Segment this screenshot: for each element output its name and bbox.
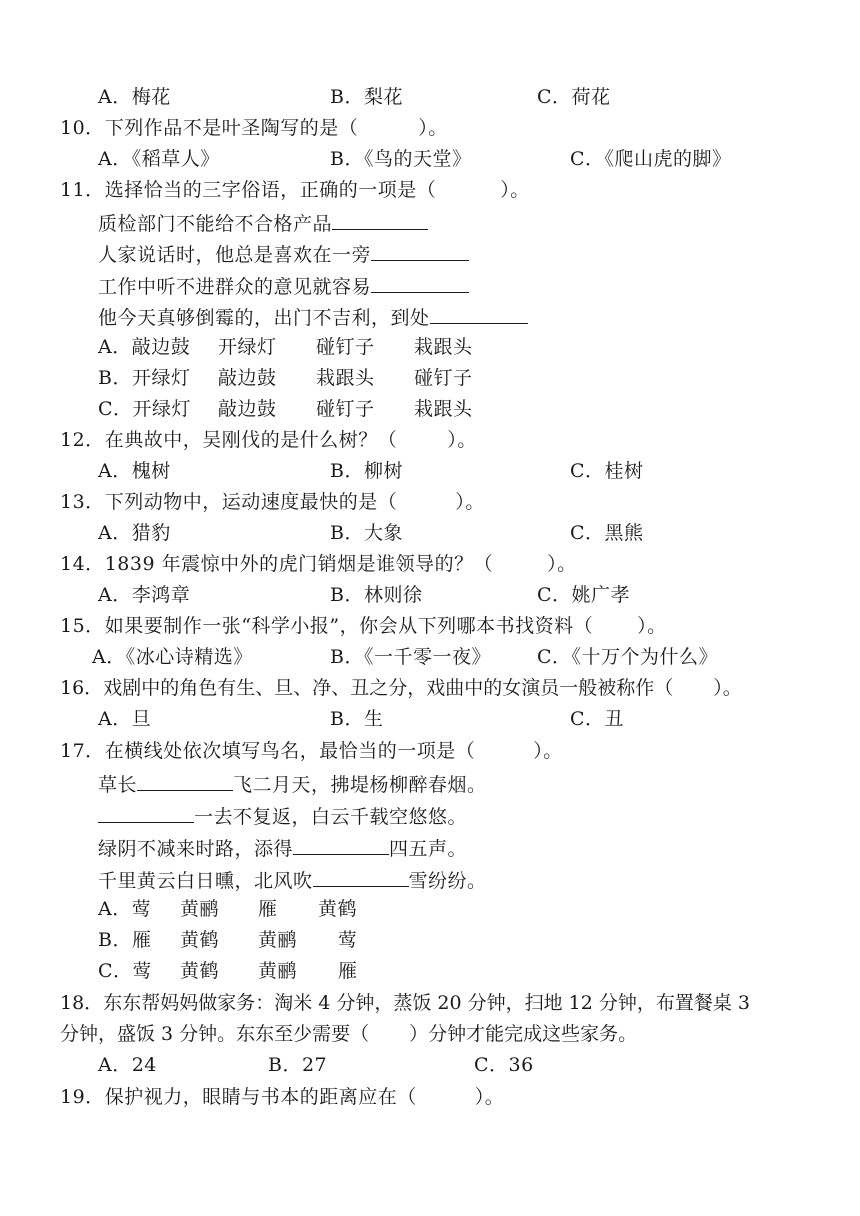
question-text-end: ）。 [547,553,577,575]
option-word: 黄鹤 [318,898,358,920]
option-word: 栽跟头 [414,336,473,358]
answer-blank [371,238,469,261]
q18-options [0,1050,860,1080]
option-label: B．开绿灯 [98,367,191,389]
q15-options [0,642,860,672]
option-c: C．荷花 [537,86,611,108]
question-text: 保护视力，眼睛与书本的距离应在（ [104,1086,417,1108]
option-a: A．李鸿章 [98,584,191,606]
question-number: 17． [60,740,105,762]
option-word: 黄鹂 [180,898,220,920]
question-number: 18． [60,992,104,1014]
option-b: B．《一千零一夜》 [330,646,491,668]
answer-blank [430,301,528,324]
question-text-end: ）。 [447,429,477,451]
q11-option-c [0,394,860,424]
question-19 [60,1082,504,1112]
option-word: 碰钉子 [316,336,375,358]
q17-option-a [0,894,860,924]
question-text: 戏剧中的角色有生、旦、净、丑之分，戏曲中的女演员一般被称作（ [103,677,674,699]
q10-options [0,144,860,174]
sentence-text: 人家说话时，他总是喜欢在一旁 [98,244,372,266]
option-word: 黄鹤 [180,929,220,951]
option-c: C．黑熊 [570,522,644,544]
answer-blank [313,864,409,887]
question-number: 15． [60,615,105,637]
option-label: A．莺 [98,898,152,920]
option-label: A．敲边鼓 [98,336,191,358]
question-text-end: ）。 [455,491,485,513]
option-c: C．姚广孝 [537,584,631,606]
question-text: 在横线处依次填写鸟名，最恰当的一项是（ [104,740,476,762]
question-16 [60,673,742,703]
q12-options [0,456,860,486]
option-word: 黄鹂 [258,929,298,951]
poem-text: 雪纷纷。 [408,870,487,892]
question-text: 1839 年震惊中外的虎门销烟是谁领导的？（ [104,553,494,575]
poem-text: 四五声。 [389,838,468,860]
option-a: A．猎豹 [98,522,171,544]
option-a: A．《稻草人》 [98,148,220,170]
poem-line-1 [98,768,487,798]
option-word: 雁 [258,898,278,920]
question-number: 14． [60,553,105,575]
option-word: 碰钉子 [414,367,473,389]
question-text: 分钟，盛饭 3 分钟。东东至少需要（ [60,1023,370,1045]
sentence-2 [98,238,469,268]
q13-options [0,518,860,548]
option-word: 黄鹂 [258,960,298,982]
q17-option-c [0,956,860,986]
question-12 [60,425,477,455]
question-text: 如果要制作一张“科学小报”，你会从下列哪本书找资料（ [104,615,594,637]
answer-blank [293,832,389,855]
question-number: 11． [60,179,105,201]
question-17 [60,736,563,766]
answer-blank [137,768,233,791]
sentence-text: 质检部门不能给不合格产品 [98,213,333,235]
option-a: A．24 [98,1054,157,1076]
option-a: A．梅花 [98,86,171,108]
poem-line-3 [98,832,467,862]
q11-option-a [0,332,860,362]
option-label: B．雁 [98,929,152,951]
option-word: 敲边鼓 [218,398,277,420]
poem-line-2 [98,800,467,830]
option-word: 碰钉子 [316,398,375,420]
option-c: C．《十万个为什么》 [537,646,719,668]
question-text-end: ）。 [637,615,667,637]
sentence-text: 他今天真够倒霉的，出门不吉利，到处 [98,307,430,329]
q14-options [0,580,860,610]
option-label: C．开绿灯 [98,398,192,420]
question-13 [60,487,485,517]
sentence-4 [98,301,528,331]
question-11 [60,175,530,205]
question-text: 在典故中，吴刚伐的是什么树？（ [104,429,398,451]
option-label: C．莺 [98,960,153,982]
poem-text: 千里黄云白日曛，北风吹 [98,870,313,892]
q16-options [0,704,860,734]
question-text-end: ）分钟才能完成这些家务。 [409,1023,638,1045]
question-text-end: ）。 [474,1086,505,1108]
answer-blank [332,207,428,230]
question-text-end: ）。 [533,740,563,762]
option-c: C．36 [474,1054,534,1076]
question-text: 下列作品不是叶圣陶写的是（ [104,117,359,139]
poem-line-4 [98,864,487,894]
poem-text: 一去不复返，白云千载空悠悠。 [194,806,468,828]
option-word: 雁 [338,960,358,982]
sentence-1 [98,207,428,237]
option-a: A．《冰心诗精选》 [92,646,253,668]
option-c: C．丑 [570,708,625,730]
option-b: B．柳树 [330,460,403,482]
question-15 [60,611,667,641]
poem-text: 草长 [98,774,138,796]
option-word: 栽跟头 [414,398,473,420]
poem-text: 绿阴不减来时路，添得 [98,838,294,860]
option-a: A．旦 [98,708,152,730]
q17-option-b [0,925,860,955]
option-b: B．大象 [330,522,403,544]
option-b: B．梨花 [330,86,403,108]
question-text: 选择恰当的三字俗语，正确的一项是（ [104,179,437,201]
question-10 [60,113,448,143]
option-word: 敲边鼓 [218,367,277,389]
option-word: 莺 [338,929,358,951]
option-word: 黄鹤 [180,960,220,982]
question-18-cont [60,1019,637,1049]
question-number: 19． [60,1086,105,1108]
option-b: B．27 [268,1054,328,1076]
option-b: B．生 [330,708,384,730]
answer-blank [371,270,469,293]
option-a: A．槐树 [98,460,171,482]
question-text-end: ）。 [500,179,530,201]
question-text-end: ）。 [713,677,742,699]
option-b: B．《鸟的天堂》 [330,148,472,170]
option-word: 开绿灯 [218,336,277,358]
question-number: 10． [60,117,105,139]
question-text: 下列动物中，运动速度最快的是（ [104,491,398,513]
question-text-end: ）。 [418,117,448,139]
option-c: C．桂树 [570,460,644,482]
answer-blank [98,800,194,823]
question-14 [60,549,577,579]
question-number: 12． [60,429,105,451]
question-text: 东东帮妈妈做家务：淘米 4 分钟，蒸饭 20 分钟，扫地 12 分钟，布置餐桌 3 [103,992,750,1014]
question-number: 13． [60,491,105,513]
q11-option-b [0,363,860,393]
q9-options [0,82,860,112]
sentence-3 [98,270,469,300]
option-b: B．林则徐 [330,584,423,606]
question-number: 16． [60,677,104,699]
question-18 [60,988,750,1018]
option-word: 栽跟头 [316,367,375,389]
poem-text: 飞二月天，拂堤杨柳醉春烟。 [233,774,487,796]
option-c: C．《爬山虎的脚》 [570,148,732,170]
sentence-text: 工作中听不进群众的意见就容易 [98,276,372,298]
